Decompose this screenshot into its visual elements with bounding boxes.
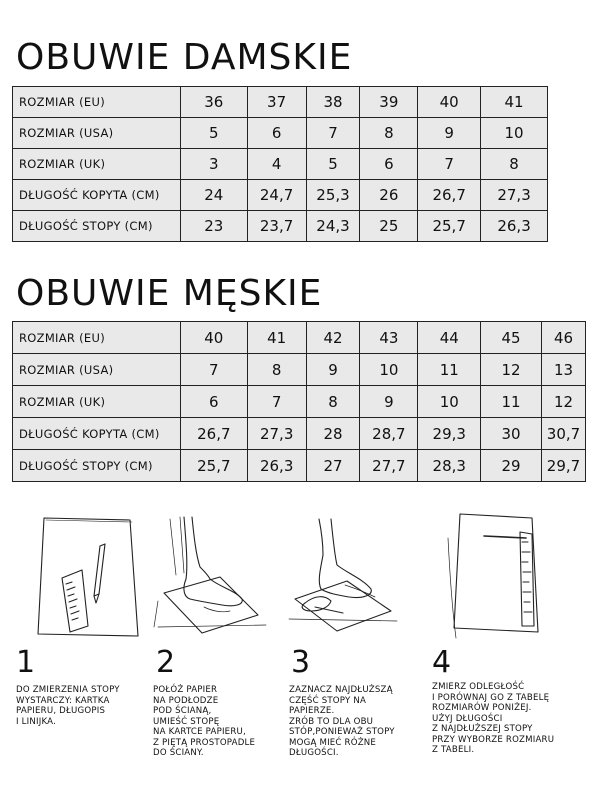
- table-row: [13, 386, 586, 418]
- size-cell: 26: [360, 180, 418, 211]
- size-cell: 8: [247, 354, 306, 386]
- row-label: ROZMIAR (UK): [13, 149, 181, 180]
- size-cell: 39: [360, 87, 418, 118]
- size-cell: 11: [481, 386, 542, 418]
- size-cell: 9: [360, 386, 418, 418]
- table-row: [13, 418, 586, 450]
- size-cell: 3: [180, 149, 247, 180]
- size-cell: 28,7: [360, 418, 418, 450]
- size-cell: 38: [306, 87, 360, 118]
- measuring-ruler-sketch: [440, 508, 555, 643]
- size-cell: 24,3: [306, 211, 360, 242]
- size-cell: 40: [418, 87, 481, 118]
- size-cell: 23,7: [247, 211, 306, 242]
- row-label: DŁUGOŚĆ STOPY (CM): [13, 211, 181, 242]
- step-number: 3: [291, 645, 311, 680]
- size-cell: 12: [481, 354, 542, 386]
- size-cell: 4: [247, 149, 306, 180]
- table-row: [13, 149, 548, 180]
- size-cell: 7: [180, 354, 247, 386]
- size-cell: 27: [306, 450, 360, 482]
- step-number: 4: [432, 645, 452, 680]
- foot-on-paper-sketch: [150, 515, 270, 640]
- size-cell: 41: [481, 87, 548, 118]
- size-cell: 10: [481, 118, 548, 149]
- men-section-title: OBUWIE MĘSKIE: [16, 273, 323, 314]
- size-cell: 40: [180, 322, 247, 354]
- size-cell: 30: [481, 418, 542, 450]
- size-cell: 25,3: [306, 180, 360, 211]
- size-cell: 27,3: [247, 418, 306, 450]
- size-cell: 5: [180, 118, 247, 149]
- size-cell: 8: [306, 386, 360, 418]
- size-cell: 27,3: [481, 180, 548, 211]
- size-cell: 28: [306, 418, 360, 450]
- size-cell: 37: [247, 87, 306, 118]
- size-cell: 11: [418, 354, 481, 386]
- step-instruction: POŁÓŻ PAPIER NA PODŁODZE POD ŚCIANĄ, UMIEŚĆ STOPĘ NA KARTCE PAPIERU, Z PIĘTĄ PROSTOPADLE DO ŚCIANY.: [153, 685, 256, 758]
- women-size-table: [12, 86, 548, 242]
- size-cell: 25: [360, 211, 418, 242]
- step-number: 2: [156, 645, 176, 680]
- table-row: [13, 180, 548, 211]
- size-cell: 29,3: [418, 418, 481, 450]
- size-cell: 24,7: [247, 180, 306, 211]
- row-label: DŁUGOŚĆ KOPYTA (CM): [13, 180, 181, 211]
- size-cell: 24: [180, 180, 247, 211]
- size-cell: 13: [541, 354, 585, 386]
- size-cell: 8: [481, 149, 548, 180]
- table-row: [13, 354, 586, 386]
- step-instruction: ZAZNACZ NAJDŁUŻSZĄ CZĘŚĆ STOPY NA PAPIERZE. ZRÓB TO DLA OBU STÓP,PONIEWAŻ STOPY MOGĄ MIEĆ RÓŻNE DŁUGOŚCI.: [289, 685, 395, 758]
- step-instruction: DO ZMIERZENIA STOPY WYSTARCZY: KARTKA PAPIERU, DŁUGOPIS I LINIJKA.: [16, 685, 120, 727]
- size-cell: 25,7: [180, 450, 247, 482]
- size-cell: 43: [360, 322, 418, 354]
- size-cell: 7: [306, 118, 360, 149]
- size-cell: 28,3: [418, 450, 481, 482]
- row-label: DŁUGOŚĆ KOPYTA (CM): [13, 418, 181, 450]
- table-row: [13, 322, 586, 354]
- size-cell: 26,3: [481, 211, 548, 242]
- row-label: ROZMIAR (EU): [13, 322, 181, 354]
- size-cell: 30,7: [541, 418, 585, 450]
- table-row: [13, 118, 548, 149]
- size-cell: 10: [360, 354, 418, 386]
- table-row: [13, 450, 586, 482]
- size-cell: 7: [418, 149, 481, 180]
- size-cell: 6: [247, 118, 306, 149]
- marking-foot-sketch: [285, 515, 405, 640]
- size-cell: 44: [418, 322, 481, 354]
- size-cell: 36: [180, 87, 247, 118]
- row-label: ROZMIAR (USA): [13, 118, 181, 149]
- table-row: [13, 211, 548, 242]
- size-cell: 23: [180, 211, 247, 242]
- size-cell: 6: [180, 386, 247, 418]
- size-cell: 6: [360, 149, 418, 180]
- women-section-title: OBUWIE DAMSKIE: [16, 37, 353, 78]
- size-cell: 9: [306, 354, 360, 386]
- size-cell: 9: [418, 118, 481, 149]
- size-cell: 26,7: [418, 180, 481, 211]
- row-label: ROZMIAR (USA): [13, 354, 181, 386]
- size-cell: 45: [481, 322, 542, 354]
- step-number: 1: [16, 645, 36, 680]
- size-cell: 7: [247, 386, 306, 418]
- size-cell: 12: [541, 386, 585, 418]
- size-cell: 42: [306, 322, 360, 354]
- size-cell: 5: [306, 149, 360, 180]
- size-cell: 10: [418, 386, 481, 418]
- size-cell: 41: [247, 322, 306, 354]
- size-cell: 29,7: [541, 450, 585, 482]
- row-label: DŁUGOŚĆ STOPY (CM): [13, 450, 181, 482]
- size-cell: 46: [541, 322, 585, 354]
- size-cell: 26,7: [180, 418, 247, 450]
- paper-ruler-pen-sketch: [26, 508, 144, 644]
- size-cell: 8: [360, 118, 418, 149]
- table-row: [13, 87, 548, 118]
- step-instruction: ZMIERZ ODLEGŁOŚĆ I PORÓWNAJ GO Z TABELĘ ROZMIARÓW PONIŻEJ. UŻYJ DŁUGOŚCI Z NAJDŁUŻSZEJ STOPY PRZY WYBORZE ROZMIARU Z TABELI.: [432, 682, 555, 755]
- size-cell: 27,7: [360, 450, 418, 482]
- row-label: ROZMIAR (UK): [13, 386, 181, 418]
- size-cell: 25,7: [418, 211, 481, 242]
- row-label: ROZMIAR (EU): [13, 87, 181, 118]
- size-cell: 29: [481, 450, 542, 482]
- men-size-table: [12, 321, 586, 482]
- size-cell: 26,3: [247, 450, 306, 482]
